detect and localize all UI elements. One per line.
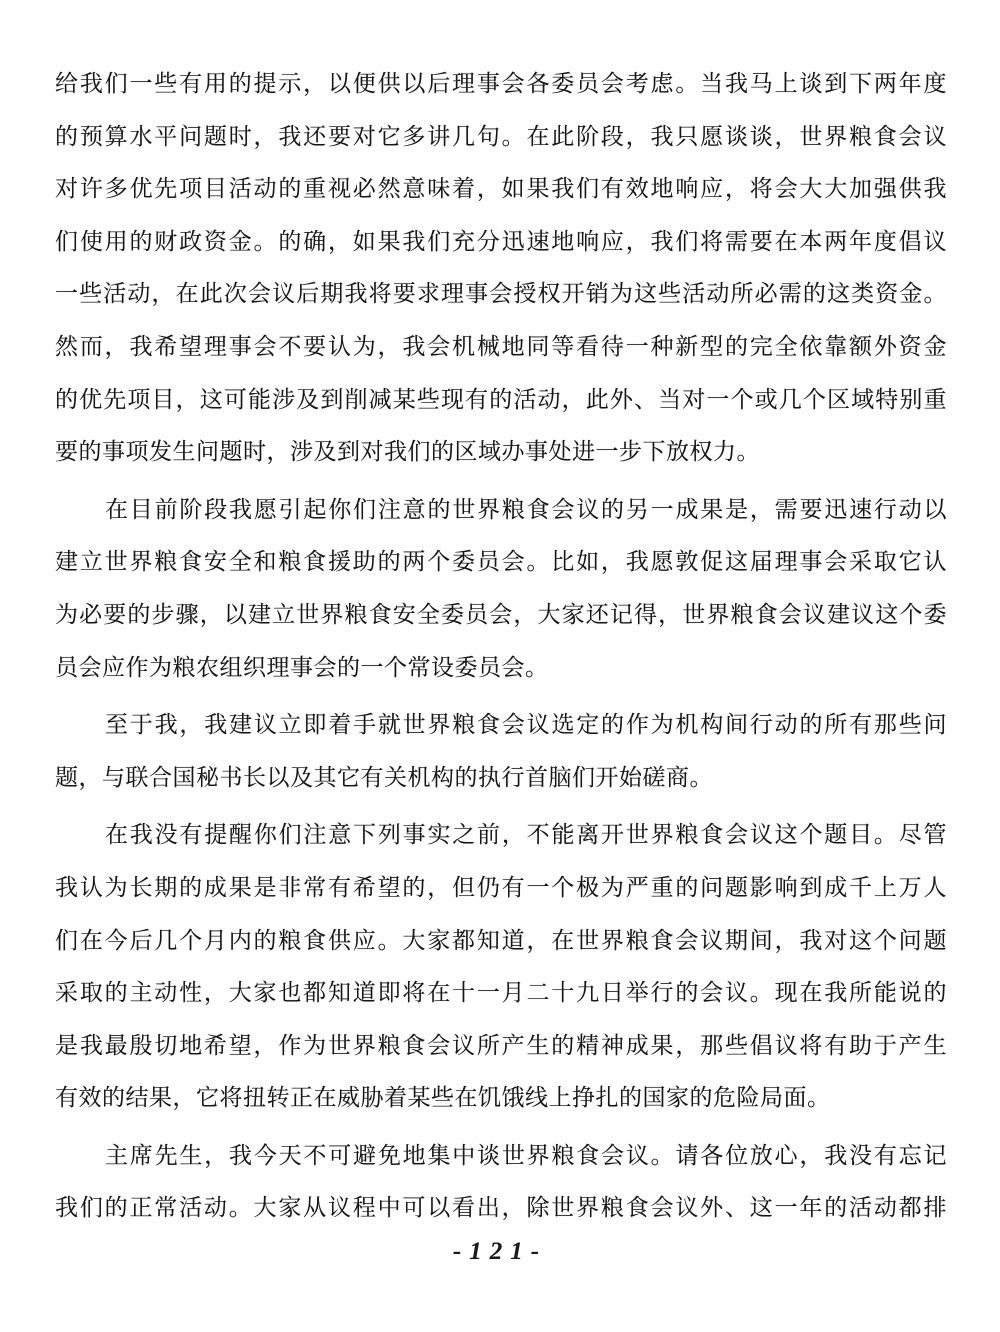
text-line: 在目前阶段我愿引起你们注意的世界粮食会议的另一成果是，需要迅速行动以 bbox=[105, 496, 947, 522]
paragraph bbox=[55, 484, 947, 694]
text-line: 我们的正常活动。大家从议程中可以看出，除世界粮食会议外、这一年的活动都排 bbox=[55, 1195, 947, 1221]
text-line: 们使用的财政资金。的确，如果我们充分迅速地响应，我们将需要在本两年度倡议 bbox=[55, 228, 947, 254]
text-line: 要的事项发生问题时，涉及到对我们的区域办事处进一步下放权力。 bbox=[55, 439, 760, 465]
text-line: 采取的主动性，大家也都知道即将在十一月二十九日举行的会议。现在我所能说的 bbox=[55, 980, 947, 1006]
text-line: 给我们一些有用的提示，以便供以后理事会各委员会考虑。当我马上谈到下两年度 bbox=[55, 71, 947, 96]
paragraph bbox=[55, 809, 947, 1125]
text-line: 对许多优先项目活动的重视必然意味着，如果我们有效地响应，将会大大加强供我 bbox=[55, 176, 947, 202]
text-line: 一些活动，在此次会议后期我将要求理事会授权开销为这些活动所必需的这类资金。 bbox=[55, 281, 947, 307]
page-number: -121- bbox=[452, 1238, 548, 1265]
text-line: 至于我，我建议立即着手就世界粮食会议选定的作为机构间行动的所有那些问 bbox=[105, 712, 947, 738]
text-line: 们在今后几个月内的粮食供应。大家都知道，在世界粮食会议期间，我对这个问题 bbox=[55, 927, 947, 953]
paragraph bbox=[55, 699, 947, 804]
text-line: 题，与联合国秘书长以及其它有关机构的执行首脑们开始磋商。 bbox=[55, 764, 713, 790]
text-line: 主席先生，我今天不可避免地集中谈世界粮食会议。请各位放心，我没有忘记 bbox=[105, 1142, 947, 1168]
text-line: 然而，我希望理事会不要认为，我会机械地同等看待一种新型的完全依靠额外资金 bbox=[55, 333, 947, 359]
text-line: 的优先项目，这可能涉及到削减某些现有的活动，此外、当对一个或几个区域特别重 bbox=[55, 386, 947, 412]
paragraph bbox=[55, 1130, 947, 1235]
text-line: 在我没有提醒你们注意下列事实之前，不能离开世界粮食会议这个题目。尽管 bbox=[105, 822, 947, 848]
text-line: 员会应作为粮农组织理事会的一个常设委员会。 bbox=[55, 654, 549, 680]
text-line: 建立世界粮食安全和粮食援助的两个委员会。比如，我愿敦促这届理事会采取它认 bbox=[55, 549, 947, 575]
text-content bbox=[55, 58, 947, 1235]
text-line: 我认为长期的成果是非常有希望的，但仍有一个极为严重的问题影响到成千上万人 bbox=[55, 874, 947, 900]
text-line: 为必要的步骤，以建立世界粮食安全委员会，大家还记得，世界粮食会议建议这个委 bbox=[55, 601, 947, 627]
text-line: 是我最殷切地希望，作为世界粮食会议所产生的精神成果，那些倡议将有助于产生 bbox=[55, 1032, 947, 1058]
paragraph bbox=[55, 58, 947, 479]
text-line: 有效的结果，它将扭转正在威胁着某些在饥饿线上挣扎的国家的危险局面。 bbox=[55, 1085, 831, 1111]
text-line: 的预算水平问题时，我还要对它多讲几句。在此阶段，我只愿谈谈，世界粮食会议 bbox=[55, 123, 947, 149]
